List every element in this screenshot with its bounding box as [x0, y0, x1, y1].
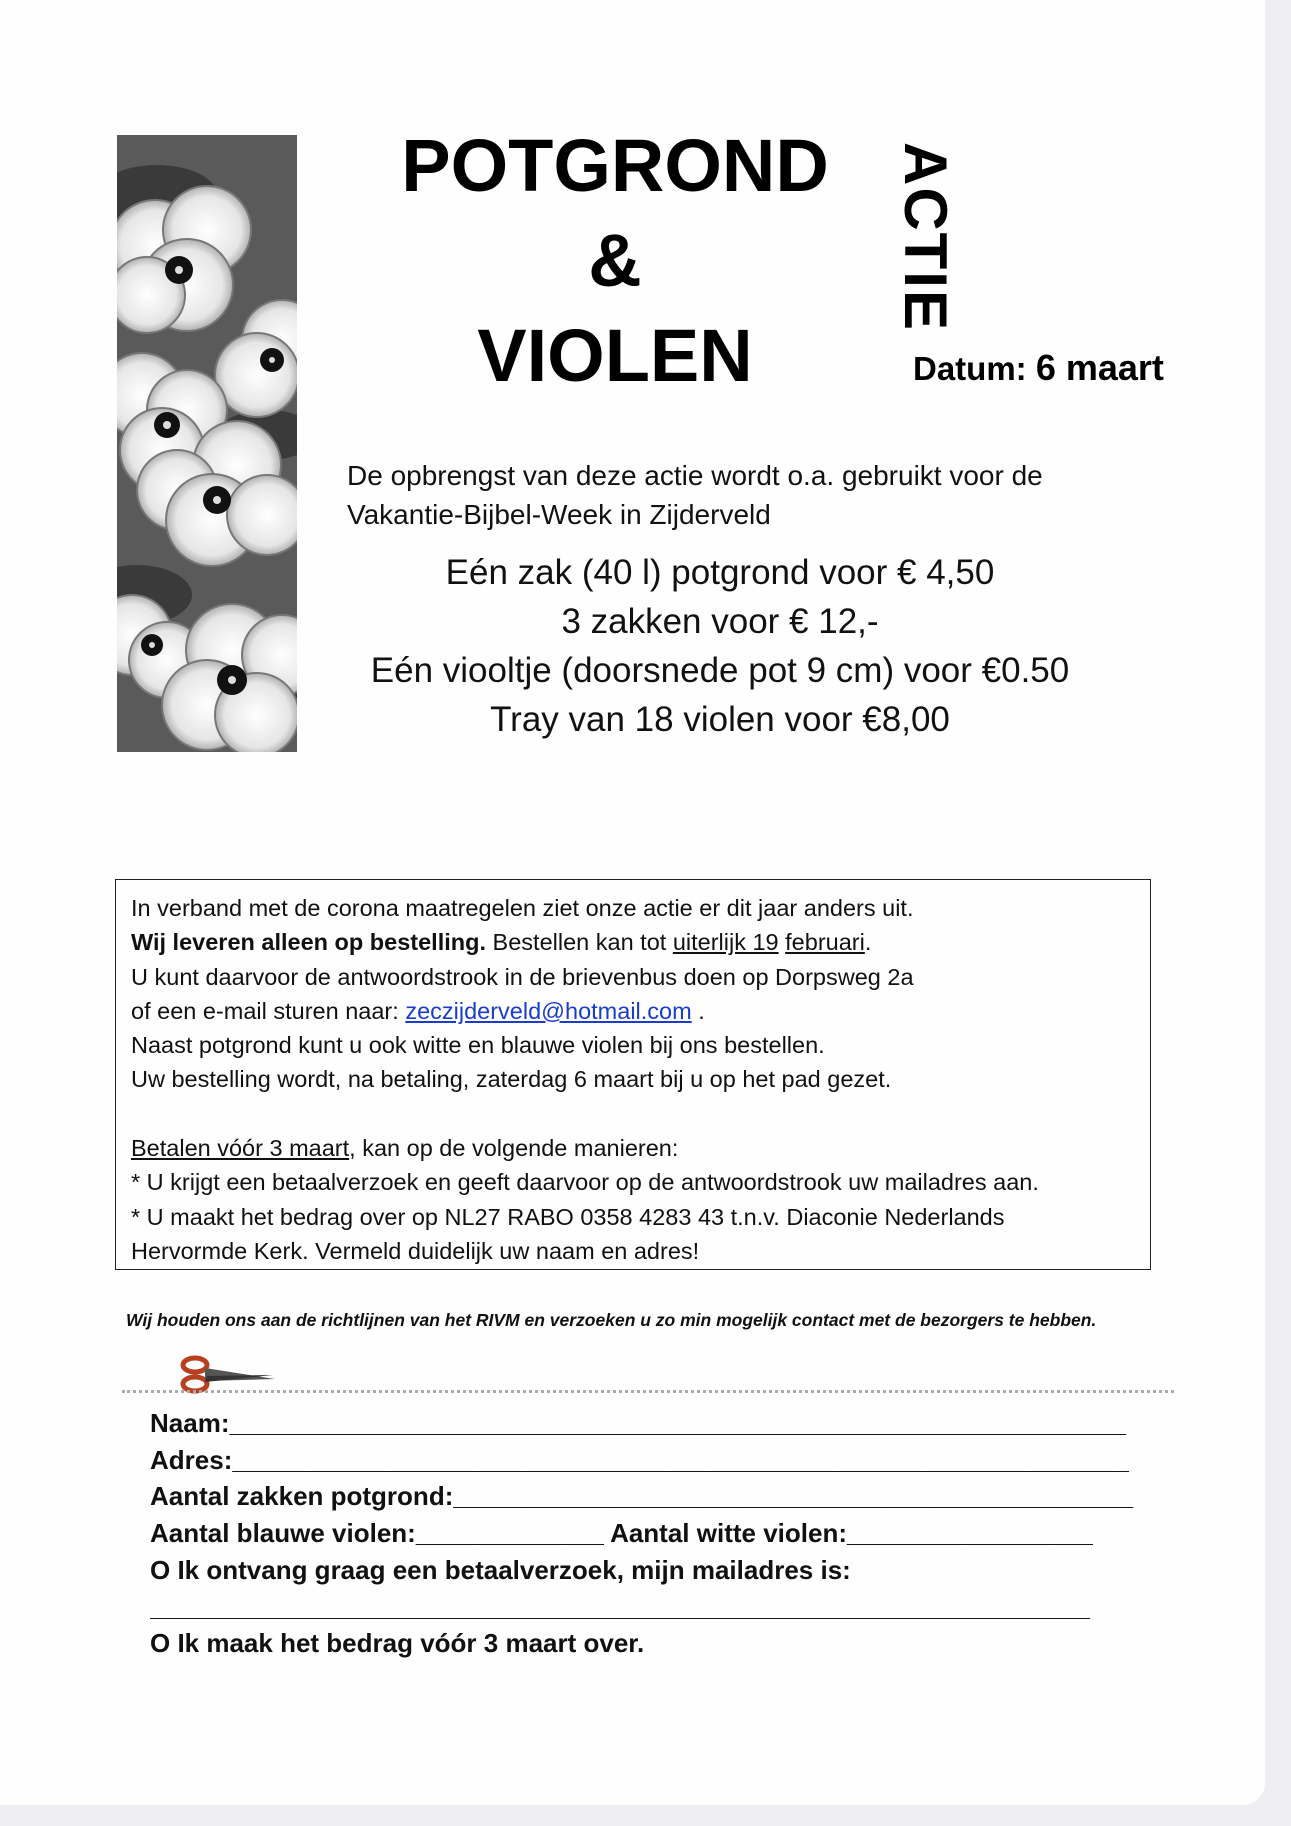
info-line — [131, 925, 1135, 959]
price-line: Tray van 18 violen voor €8,00 — [490, 700, 950, 739]
pay-deadline: Betalen vóór 3 maart — [131, 1135, 350, 1162]
form-adres[interactable]: Adres:______________________________________________________________ — [150, 1444, 1129, 1475]
intro-line: Vakantie-Bijbel-Week in Zijderveld — [347, 499, 771, 530]
info-box — [115, 879, 1151, 1270]
price-line: Eén viooltje (doorsnede pot 9 cm) voor €0.50 — [370, 651, 1070, 690]
info-deadline: uiterlijk 19 — [672, 929, 779, 956]
title-line-violen: VIOLEN — [477, 314, 753, 397]
info-text: , kan op de volgende manieren: — [349, 1135, 679, 1162]
info-line: Uw bestelling wordt, na betaling, zaterdag 6 maart bij u op het pad gezet. — [131, 1066, 892, 1093]
info-text: . — [691, 997, 705, 1024]
form-zakken[interactable]: Aantal zakken potgrond:_______________________________________________ — [150, 1481, 1133, 1512]
date-value: 6 maart — [1035, 347, 1164, 388]
info-line: * U maakt het bedrag over op NL27 RABO 0358 4283 43 t.n.v. Diaconie Nederlands — [131, 1203, 1005, 1230]
form-naam[interactable]: Naam:______________________________________________________________ — [150, 1408, 1126, 1438]
email-link[interactable]: zeczijderveld@hotmail.com — [405, 997, 692, 1024]
info-text: . — [864, 929, 872, 956]
info-line: U kunt daarvoor de antwoordstrook in de brievenbus doen op Dorpsweg 2a — [131, 963, 914, 990]
price-list — [330, 548, 1110, 744]
title-line-potgrond: POTGROND — [401, 124, 829, 207]
form-violen[interactable]: Aantal blauwe violen:_____________ Aantal witte violen:_________________ — [150, 1518, 1093, 1549]
info-line: In verband met de corona maatregelen ziet onze actie er dit jaar anders uit. — [131, 895, 914, 921]
info-bold: Wij leveren alleen op bestelling. — [131, 929, 487, 956]
actie-vertical-label: ACTIE — [892, 142, 959, 332]
form-option-overmaken[interactable]: O Ik maak het bedrag vóór 3 maart over. — [150, 1628, 645, 1659]
intro-text — [347, 456, 1147, 534]
form-mail-line[interactable]: _________________________________________________________________ — [150, 1591, 1090, 1622]
form-option-betaalverzoek[interactable]: O Ik ontvang graag een betaalverzoek, mijn mailadres is: — [150, 1554, 851, 1585]
title-line-ampersand: & — [588, 219, 642, 302]
date-label — [913, 347, 1164, 389]
info-text: Bestellen kan tot — [486, 929, 673, 956]
info-line: * U krijgt een betaalverzoek en geeft daarvoor op de antwoordstrook uw mailadres aan. — [131, 1169, 1039, 1196]
info-month: februari — [785, 929, 865, 956]
info-spacer — [131, 1097, 1135, 1131]
cut-line — [122, 1390, 1174, 1393]
rivm-note: Wij houden ons aan de richtlijnen van het RIVM en verzoeken u zo min mogelijk contact met de bezorgers te hebben. — [126, 1310, 1097, 1330]
pansy-flowers-image — [117, 135, 297, 752]
page-title — [390, 118, 840, 403]
price-line: 3 zakken voor € 12,- — [561, 602, 879, 641]
info-line — [131, 1131, 1135, 1165]
info-line — [131, 994, 1135, 1028]
price-line: Eén zak (40 l) potgrond voor € 4,50 — [445, 553, 995, 592]
info-line: Naast potgrond kunt u ook witte en blauwe violen bij ons bestellen. — [131, 1032, 825, 1059]
date-prefix: Datum: — [913, 350, 1027, 387]
info-line: Hervormde Kerk. Vermeld duidelijk uw naam en adres! — [131, 1237, 700, 1264]
order-form — [150, 1405, 1150, 1662]
scissors-icon — [175, 1355, 280, 1395]
info-text: of een e-mail sturen naar: — [131, 997, 406, 1024]
intro-line: De opbrengst van deze actie wordt o.a. gebruikt voor de — [347, 460, 1043, 491]
